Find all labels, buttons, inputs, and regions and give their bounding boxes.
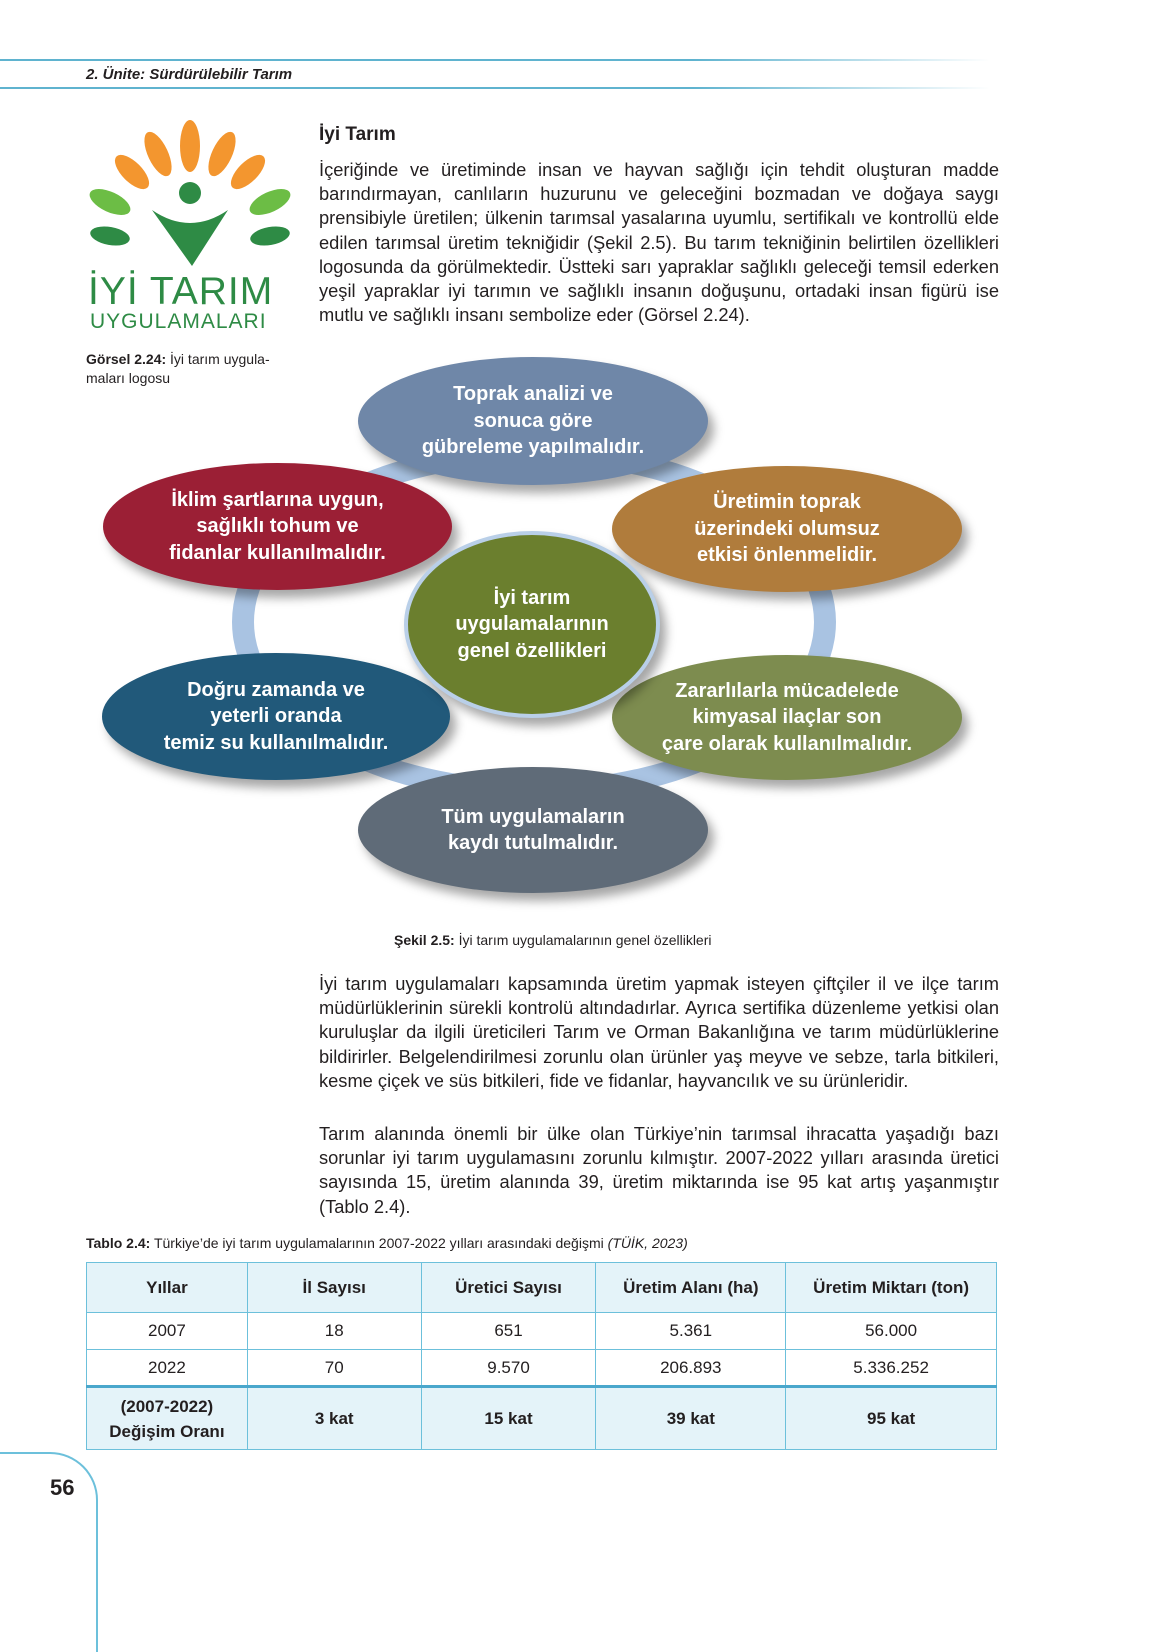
logo-subtitle: UYGULAMALARI xyxy=(90,310,267,333)
column-header: Yıllar xyxy=(87,1263,248,1313)
table-cell: 651 xyxy=(421,1313,596,1350)
paragraph: İçeriğinde ve üretiminde insan ve hayvan sağlığı için tehdit oluşturan madde barındırmayan, canlıların huzurunu ve geleceğini bozmadan ve doğaya saygı prensibiyle üretilen; ülkenin tarımsal yasalarına uyumlu, sertifikalı ve kontrollü elde edilen tarımsal üretim tekniğidir (Şekil 2.5). Bu tarım tekniğinin belirtilen özellikleri logosunda da görülmektedir. Üstteki sarı yapraklar sağlıklı geleceği temsil ederken yeşil yapraklar iyi tarımın ve sağlıklı insanın doğuşunu, ortadaki insan figürü ise mutlu ve sağlıklı insanı sembolize eder (Görsel 2.24). xyxy=(319,159,999,326)
table-cell: 56.000 xyxy=(786,1313,997,1350)
unit-title: 2. Ünite: Sürdürülebilir Tarım xyxy=(86,66,293,83)
header-rule xyxy=(0,59,990,61)
table-cell: 2022 xyxy=(87,1350,248,1387)
diagram-item: İklim şartlarına uygun, sağlıklı tohum ve fidanlar kullanılmalıdır. xyxy=(103,463,452,590)
column-header: İl Sayısı xyxy=(247,1263,421,1313)
page-corner-decoration xyxy=(0,1452,98,1652)
diagram-item: Zararlılarla mücadelede kimyasal ilaçlar son çare olarak kullanılmalıdır. xyxy=(612,655,962,780)
table-header-row xyxy=(87,1263,997,1313)
table-cell: 18 xyxy=(247,1313,421,1350)
table-cell: 95 kat xyxy=(786,1387,997,1450)
section-title: İyi Tarım xyxy=(319,124,396,145)
caption-label: Şekil 2.5: xyxy=(394,932,455,948)
diagram-center: İyi tarım uygulamalarının genel özellikleri xyxy=(404,531,660,718)
table-cell: 3 kat xyxy=(247,1387,421,1450)
logo-title: İYİ TARIM xyxy=(88,270,274,313)
data-table xyxy=(86,1262,997,1450)
iyi-tarim-logo-icon xyxy=(84,118,300,268)
paragraph: Tarım alanında önemli bir ülke olan Türkiye’nin tarımsal ihracatta yaşadığı bazı sorunlar iyi tarım uygulamasını zorunlu kılmıştır. 2007-2022 yılları arasında üretici sayısında 15, üretim alanında 39, üretim miktarında ise 95 kat artış yaşanmıştır (Tablo 2.4). xyxy=(319,1123,999,1217)
change-label: (2007-2022) xyxy=(120,1396,214,1416)
caption-text: İyi tarım uygula- maları logosu xyxy=(86,351,270,386)
caption-label: Tablo 2.4: xyxy=(86,1235,151,1251)
diagram-item: Üretimin toprak üzerindeki olumsuz etkisi önlenmelidir. xyxy=(612,466,962,592)
figure-caption xyxy=(394,931,711,950)
caption-text: İyi tarım uygulamalarının genel özellikleri xyxy=(454,932,712,948)
caption-text: Türkiye’de iyi tarım uygulamalarının 2007-2022 yılları arasındaki değişmi xyxy=(150,1235,608,1251)
table-cell: 5.336.252 xyxy=(786,1350,997,1387)
header-rule xyxy=(0,87,990,89)
logo-caption xyxy=(86,350,306,388)
table-cell xyxy=(87,1387,248,1450)
table-cell: 15 kat xyxy=(421,1387,596,1450)
table-cell: 9.570 xyxy=(421,1350,596,1387)
diagram-item: Tüm uygulamaların kaydı tutulmalıdır. xyxy=(358,767,708,893)
change-row xyxy=(87,1387,997,1450)
column-header: Üretim Alanı (ha) xyxy=(596,1263,786,1313)
table-cell: 70 xyxy=(247,1350,421,1387)
caption-label: Görsel 2.24: xyxy=(86,351,167,367)
column-header: Üretim Miktarı (ton) xyxy=(786,1263,997,1313)
table-caption xyxy=(86,1234,688,1253)
table-cell: 39 kat xyxy=(596,1387,786,1450)
paragraph: İyi tarım uygulamaları kapsamında üretim yapmak isteyen çiftçiler il ve ilçe tarım müdürlüklerinin sürekli kontrolü altındadırlar. Ayrıca sertifika düzenleme yetkisi olan kuruluşlar da ilgili üreticileri Tarım ve Orman Bakanlığına ve tarım müdürlüklerine bildirirler. Belgelendirilmesi zorunlu olan ürünler yaş meyve ve sebze, tarla bitkileri, kesme çiçek ve süs bitkileri, fide ve fidanlar, hayvancılık ve su ürünleridir. xyxy=(319,973,999,1091)
page-number: 56 xyxy=(50,1475,75,1500)
column-header: Üretici Sayısı xyxy=(421,1263,596,1313)
table-cell: 206.893 xyxy=(596,1350,786,1387)
diagram-item: Toprak analizi ve sonuca göre gübreleme yapılmalıdır. xyxy=(358,357,708,485)
table-row xyxy=(87,1313,997,1350)
table-cell: 2007 xyxy=(87,1313,248,1350)
caption-source: (TÜİK, 2023) xyxy=(607,1235,688,1251)
table-cell: 5.361 xyxy=(596,1313,786,1350)
table-row xyxy=(87,1350,997,1387)
change-label: Değişim Oranı xyxy=(109,1421,225,1441)
diagram-item: Doğru zamanda ve yeterli oranda temiz su kullanılmalıdır. xyxy=(102,653,450,780)
